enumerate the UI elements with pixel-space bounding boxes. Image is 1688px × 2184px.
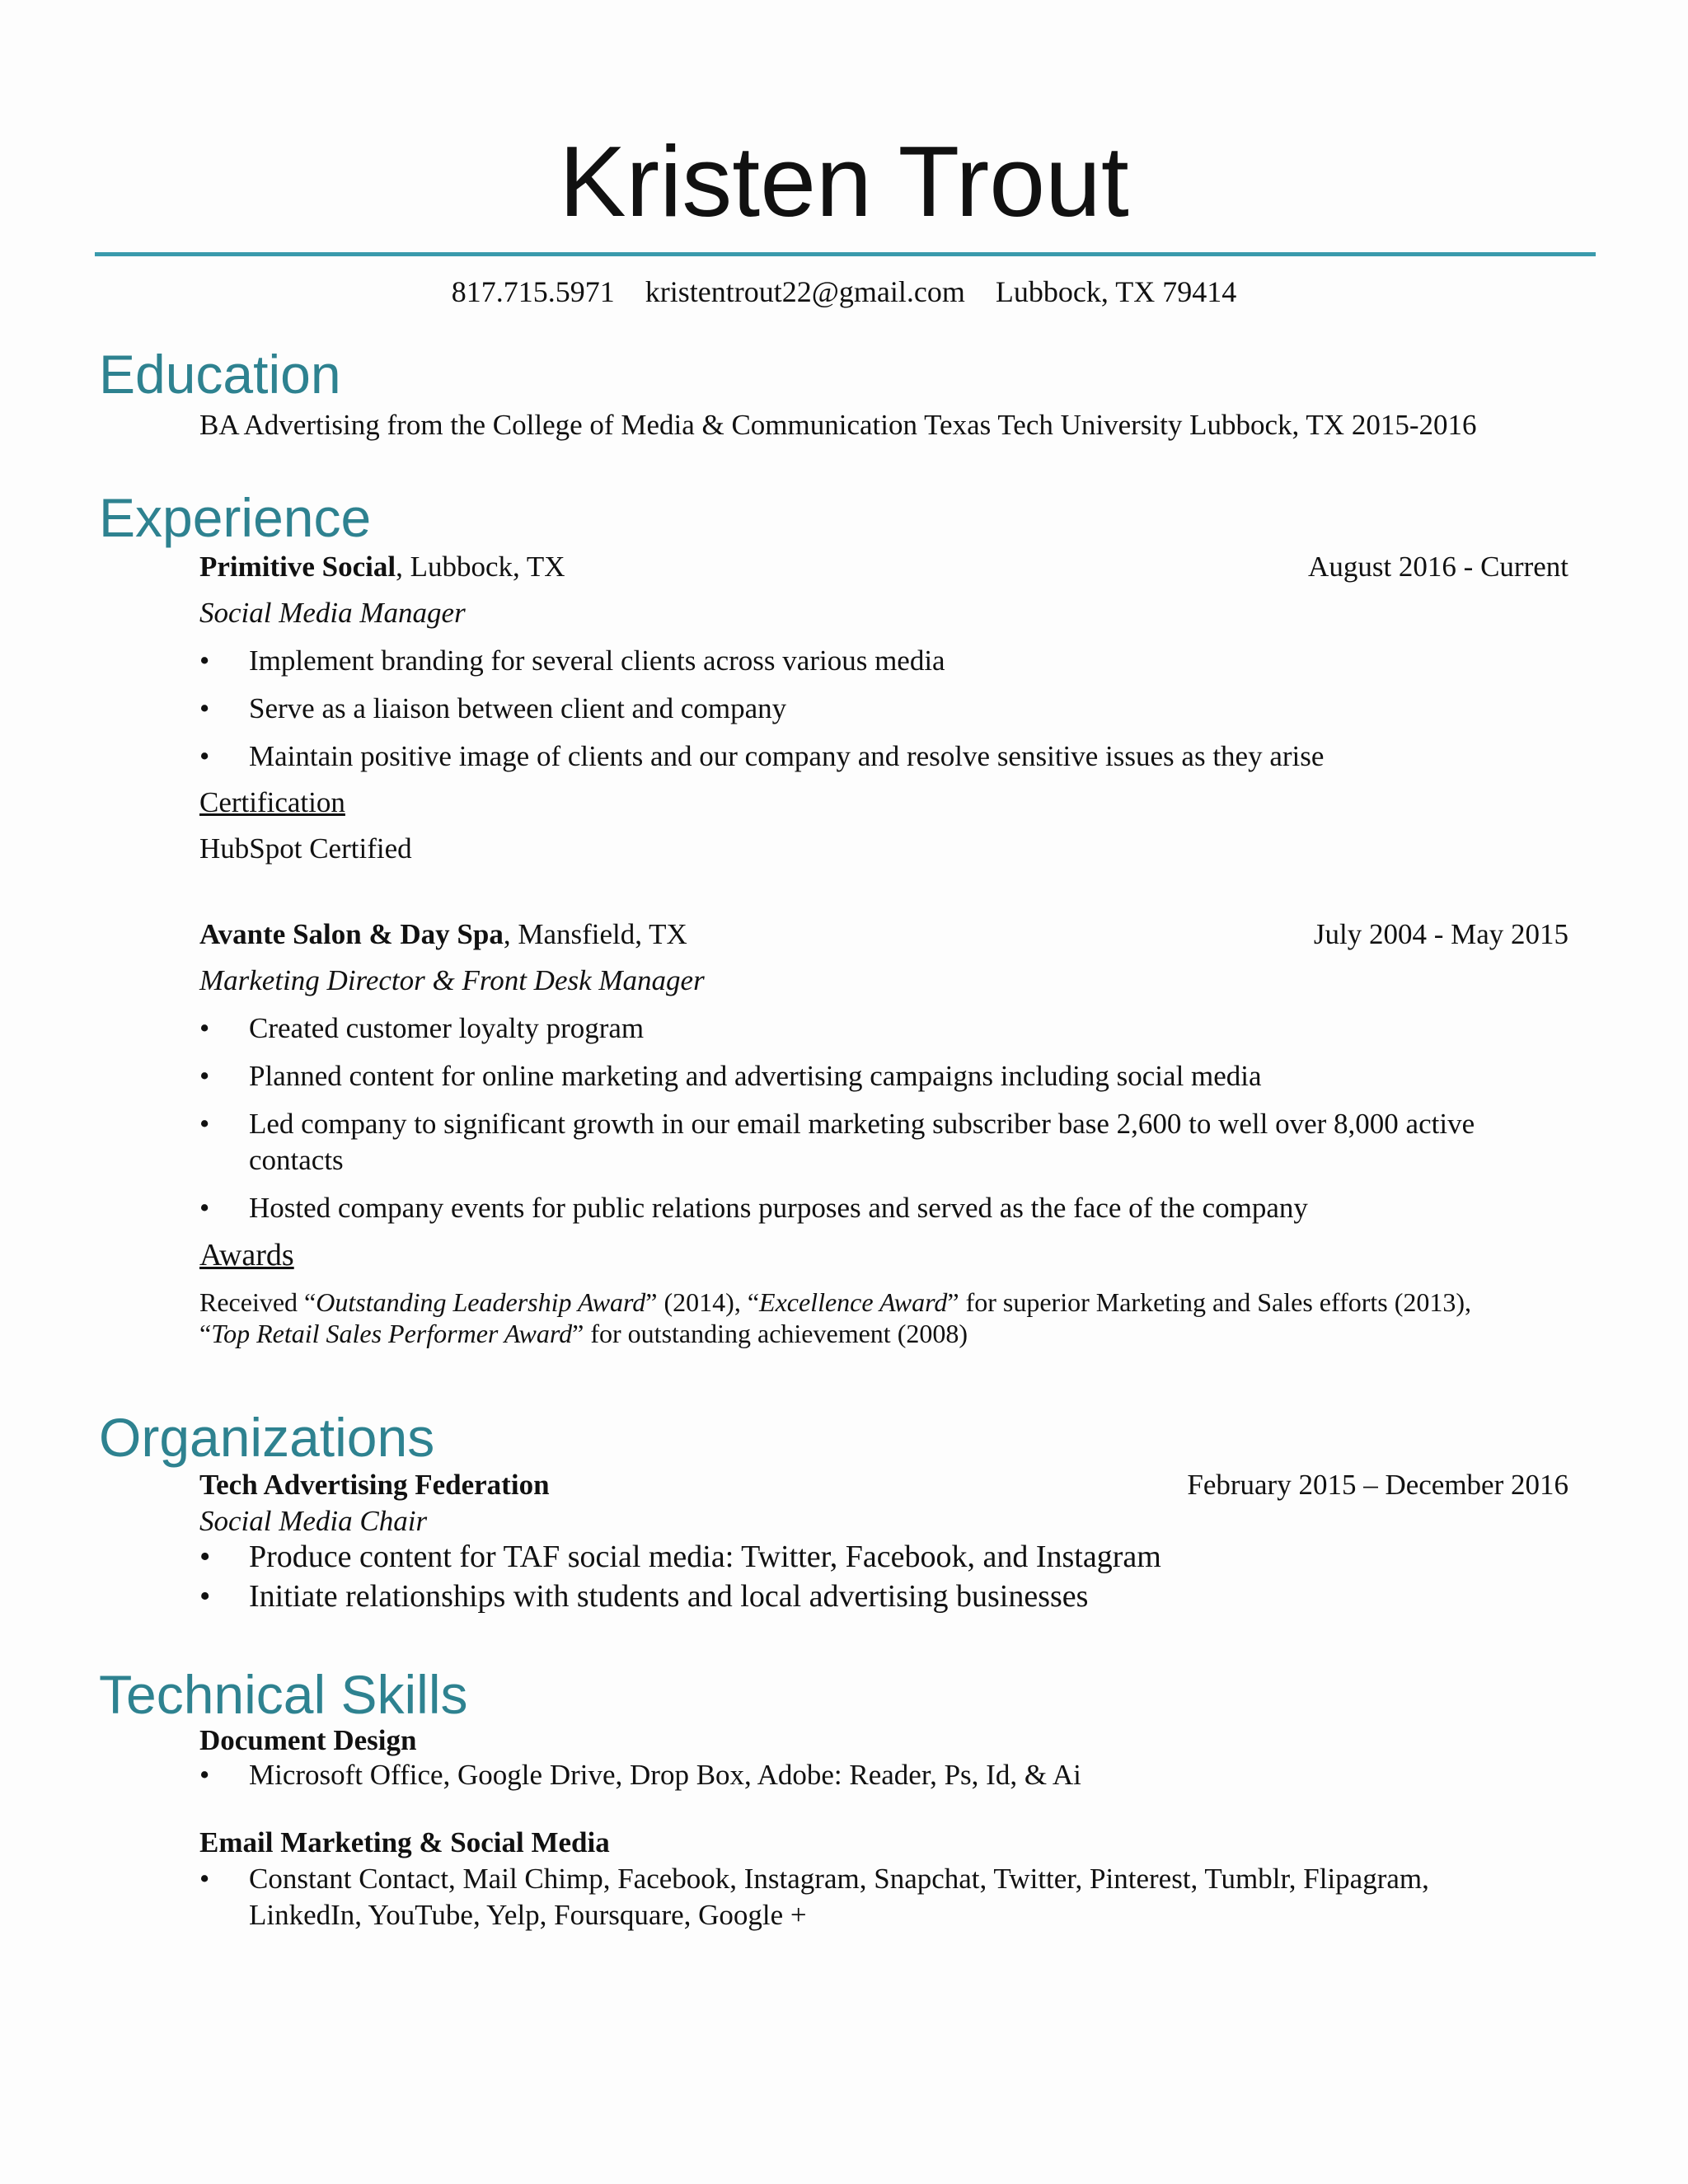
skills-heading: Technical Skills	[99, 1664, 468, 1725]
organizations-heading: Organizations	[99, 1407, 435, 1468]
list-item: • Hosted company events for public relations purposes and served as the face of the company	[199, 1190, 1559, 1226]
list-item: • Initiate relationships with students and local advertising businesses	[199, 1579, 1089, 1614]
job1-location: , Lubbock, TX	[396, 551, 565, 583]
list-item: • Maintain positive image of clients and our company and resolve sensitive issues as they arise	[199, 738, 1559, 775]
bullet-icon: •	[199, 1108, 210, 1140]
location: Lubbock, TX 79414	[995, 275, 1237, 308]
list-item: • Produce content for TAF social media: Twitter, Facebook, and Instagram	[199, 1540, 1161, 1574]
skills-group-label: Document Design	[199, 1724, 417, 1756]
list-item: • Constant Contact, Mail Chimp, Facebook, Instagram, Snapchat, Twitter, Pinterest, Tumblr, Flipagram, LinkedIn, YouTube, Yelp, Foursquare, Google +	[199, 1863, 1429, 1931]
list-item: • Led company to significant growth in our email marketing subscriber base 2,600 to well over 8,000 active contacts	[199, 1108, 1475, 1176]
list-item: • Microsoft Office, Google Drive, Drop Box, Adobe: Reader, Ps, Id, & Ai	[199, 1757, 1559, 1793]
certification-value: HubSpot Certified	[199, 832, 412, 865]
bullet-icon: •	[199, 1579, 211, 1614]
certification-label: Certification	[199, 786, 345, 818]
candidate-name: Kristen Trout	[559, 125, 1129, 237]
bullet-icon: •	[199, 692, 210, 724]
award-leadership: Outstanding Leadership Award	[316, 1287, 646, 1317]
list-item: • Serve as a liaison between client and company	[199, 691, 1559, 727]
award-top-retail: Top Retail Sales Performer Award	[211, 1319, 573, 1348]
awards-line-2: “Top Retail Sales Performer Award” for outstanding achievement (2008)	[199, 1319, 968, 1348]
list-item: • Implement branding for several clients across various media	[199, 643, 1559, 679]
bullet-icon: •	[199, 1060, 210, 1092]
header-divider	[95, 252, 1596, 256]
job2-dates: July 2004 - May 2015	[1313, 918, 1568, 950]
contact-line	[0, 274, 1688, 310]
awards-line-1: Received “Outstanding Leadership Award” (2014), “Excellence Award” for superior Marketing and Sales efforts (2013),	[199, 1287, 1472, 1317]
bullet-icon: •	[199, 1012, 210, 1044]
org-dates: February 2015 – December 2016	[1187, 1469, 1568, 1501]
bullet-icon: •	[199, 1759, 210, 1791]
job2-location: , Mansfield, TX	[503, 918, 687, 950]
org-role: Social Media Chair	[199, 1505, 428, 1537]
skills-group-label: Email Marketing & Social Media	[199, 1826, 610, 1858]
bullet-icon: •	[199, 740, 210, 772]
bullet-icon: •	[199, 1192, 210, 1224]
bullet-icon: •	[199, 1540, 211, 1574]
org-name: Tech Advertising Federation	[199, 1469, 550, 1501]
awards-label: Awards	[199, 1238, 294, 1272]
job2-header	[199, 916, 687, 953]
list-item: • Created customer loyalty program	[199, 1010, 1559, 1047]
bullet-icon: •	[199, 1863, 210, 1895]
job1-role: Social Media Manager	[199, 597, 466, 629]
education-heading: Education	[99, 344, 341, 405]
job2-role: Marketing Director & Front Desk Manager	[199, 964, 705, 996]
education-degree: BA Advertising from the College of Media & Communication Texas Tech University Lubbock, TX 2015-2016	[199, 409, 1477, 441]
job1-header	[199, 549, 565, 585]
phone-number: 817.715.5971	[451, 275, 615, 308]
list-item: • Planned content for online marketing and advertising campaigns including social media	[199, 1058, 1559, 1094]
email-address: kristentrout22@gmail.com	[645, 275, 965, 308]
award-excellence: Excellence Award	[759, 1287, 948, 1317]
bullet-icon: •	[199, 644, 210, 677]
experience-heading: Experience	[99, 487, 372, 548]
job2-company: Avante Salon & Day Spa	[199, 918, 504, 950]
job1-company: Primitive Social	[199, 551, 396, 583]
job1-dates: August 2016 - Current	[1308, 551, 1568, 583]
